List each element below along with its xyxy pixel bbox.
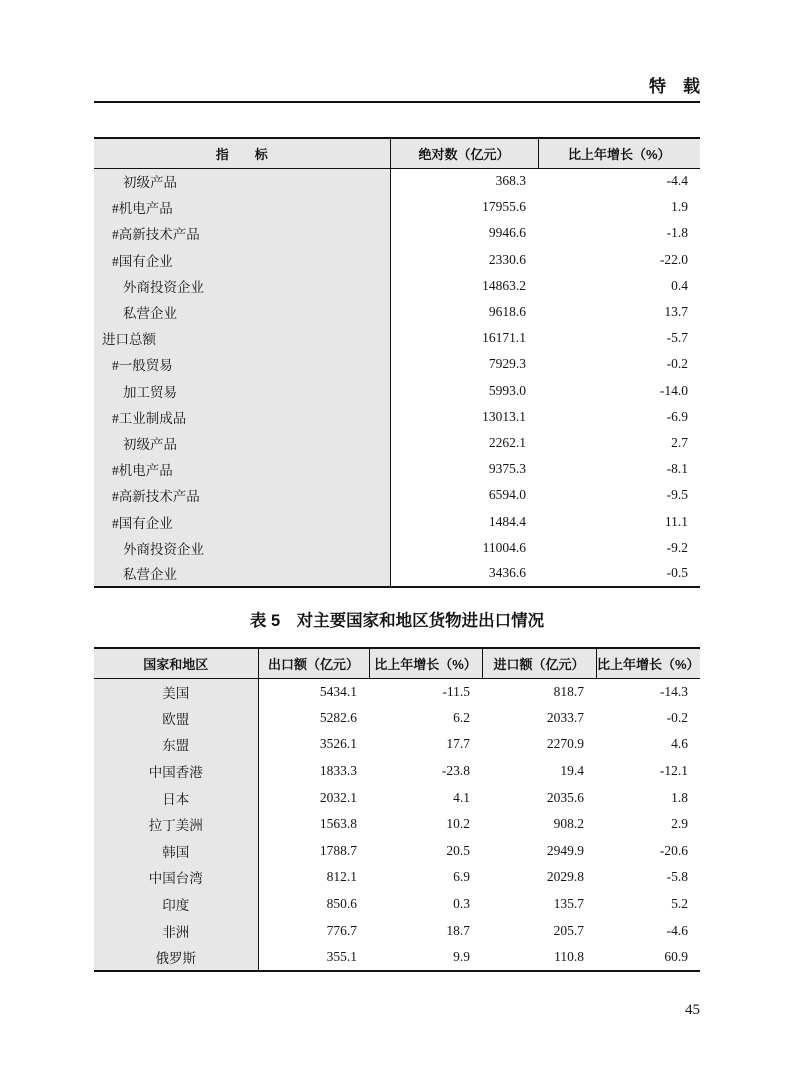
- region-name: 中国台湾: [94, 864, 258, 891]
- region-name: 俄罗斯: [94, 944, 258, 971]
- absolute-value-cell: 9375.3: [488, 461, 526, 477]
- absolute-value-cell: 11004.6: [482, 539, 526, 555]
- growth-value-cell: -6.9: [666, 408, 688, 424]
- country-trade-table-body: [94, 678, 700, 971]
- import-value-cell: 135.7: [553, 896, 584, 912]
- growth-value-cell: 0.4: [671, 277, 688, 293]
- region-name: 欧盟: [94, 705, 258, 732]
- import-value-cell: 818.7: [553, 683, 584, 699]
- region-name: 东盟: [94, 731, 258, 758]
- import-value-cell: 110.8: [554, 948, 584, 964]
- growth-value-cell: 2.7: [671, 434, 688, 450]
- export-growth-cell: 6.2: [453, 709, 470, 725]
- indicator-table-header-row: [94, 138, 700, 168]
- indicator-label: #国有企业: [94, 247, 390, 273]
- growth-value-cell: -1.8: [666, 225, 688, 241]
- import-growth-cell: 5.2: [671, 896, 688, 912]
- absolute-value-cell: 368.3: [495, 173, 526, 189]
- indicator-table-row: [94, 247, 700, 273]
- export-value-cell: 3526.1: [319, 736, 357, 752]
- export-growth-cell: 4.1: [453, 789, 470, 805]
- import-growth-cell: -5.8: [666, 869, 688, 885]
- indicator-table: [94, 137, 700, 588]
- growth-value-cell: -0.2: [666, 356, 688, 372]
- growth-value-cell: -8.1: [666, 461, 688, 477]
- import-growth-cell: -0.2: [666, 709, 688, 725]
- table5-caption: 表 5 对主要国家和地区货物进出口情况: [249, 612, 545, 630]
- growth-value-cell: -14.0: [659, 382, 688, 398]
- import-growth-cell: 60.9: [664, 948, 688, 964]
- running-head-title: 特 载: [649, 77, 700, 96]
- import-value-cell: 2033.7: [546, 709, 584, 725]
- absolute-value-cell: 1484.4: [488, 513, 526, 529]
- import-value-cell: 2270.9: [546, 736, 584, 752]
- indicator-label: #高新技术产品: [94, 482, 390, 508]
- import-growth-cell: -12.1: [659, 763, 688, 779]
- export-value-cell: 5434.1: [319, 683, 357, 699]
- col-header-yoy-growth: 比上年增长（%）: [538, 138, 700, 168]
- export-value-cell: 850.6: [326, 896, 357, 912]
- absolute-value-cell: 2330.6: [488, 251, 526, 267]
- country-trade-row: [94, 917, 700, 944]
- indicator-label: #工业制成品: [94, 404, 390, 430]
- import-growth-cell: -14.3: [659, 683, 688, 699]
- col-header-export-growth: 比上年增长（%）: [369, 648, 482, 678]
- indicator-table-row: [94, 168, 700, 194]
- region-name: 中国香港: [94, 758, 258, 785]
- import-growth-cell: -20.6: [659, 842, 688, 858]
- indicator-table-row: [94, 430, 700, 456]
- growth-value-cell: -22.0: [659, 251, 688, 267]
- import-growth-cell: 1.8: [671, 789, 688, 805]
- page-number: 45: [685, 1002, 700, 1018]
- absolute-value-cell: 7929.3: [488, 356, 526, 372]
- indicator-table-row: [94, 378, 700, 404]
- growth-value-cell: 11.1: [664, 513, 688, 529]
- region-name: 拉丁美洲: [94, 811, 258, 838]
- indicator-table-row: [94, 299, 700, 325]
- export-growth-cell: -23.8: [441, 763, 470, 779]
- indicator-table-row: [94, 535, 700, 561]
- growth-value-cell: -9.2: [666, 539, 688, 555]
- indicator-label: #机电产品: [94, 194, 390, 220]
- indicator-table-row: [94, 482, 700, 508]
- import-growth-cell: 2.9: [671, 816, 688, 832]
- region-name: 日本: [94, 784, 258, 811]
- export-value-cell: 776.7: [326, 922, 357, 938]
- country-trade-row: [94, 678, 700, 705]
- col-header-region: 国家和地区: [94, 648, 258, 678]
- export-growth-cell: 18.7: [446, 922, 470, 938]
- indicator-label: 外商投资企业: [94, 535, 390, 561]
- import-growth-cell: -4.6: [666, 922, 688, 938]
- region-name: 非洲: [94, 917, 258, 944]
- country-trade-row: [94, 891, 700, 918]
- country-trade-row: [94, 864, 700, 891]
- indicator-table-row: [94, 456, 700, 482]
- import-value-cell: 2035.6: [546, 789, 584, 805]
- col-header-import-value: 进口额（亿元）: [482, 648, 596, 678]
- import-value-cell: 2029.8: [546, 869, 584, 885]
- export-value-cell: 1563.8: [319, 816, 357, 832]
- indicator-label: 进口总额: [94, 325, 390, 351]
- col-header-indicator: 指 标: [94, 138, 390, 168]
- absolute-value-cell: 9946.6: [488, 225, 526, 241]
- absolute-value-cell: 16171.1: [482, 330, 526, 346]
- country-trade-row: [94, 944, 700, 971]
- import-value-cell: 2949.9: [546, 842, 584, 858]
- export-value-cell: 5282.6: [319, 709, 357, 725]
- export-growth-cell: 9.9: [453, 948, 470, 964]
- country-trade-row: [94, 705, 700, 732]
- export-growth-cell: 0.3: [453, 896, 470, 912]
- col-header-export-value: 出口额（亿元）: [258, 648, 369, 678]
- growth-value-cell: -0.5: [666, 565, 688, 581]
- indicator-table-row: [94, 194, 700, 220]
- indicator-table-row: [94, 273, 700, 299]
- header-rule: [94, 101, 700, 103]
- country-trade-row: [94, 784, 700, 811]
- col-header-absolute-value: 绝对数（亿元）: [390, 138, 538, 168]
- region-name: 韩国: [94, 838, 258, 865]
- country-trade-table-header-row: [94, 648, 700, 678]
- export-growth-cell: 20.5: [446, 842, 470, 858]
- growth-value-cell: -5.7: [666, 330, 688, 346]
- absolute-value-cell: 17955.6: [482, 199, 526, 215]
- import-value-cell: 19.4: [560, 763, 584, 779]
- region-name: 印度: [94, 891, 258, 918]
- indicator-label: #国有企业: [94, 508, 390, 534]
- absolute-value-cell: 14863.2: [482, 277, 526, 293]
- indicator-label: 初级产品: [94, 168, 390, 194]
- indicator-label: #机电产品: [94, 456, 390, 482]
- indicator-table-row: [94, 404, 700, 430]
- country-trade-row: [94, 811, 700, 838]
- absolute-value-cell: 9618.6: [488, 304, 526, 320]
- indicator-label: 私营企业: [94, 561, 390, 587]
- export-growth-cell: 17.7: [446, 736, 470, 752]
- indicator-table-body: [94, 168, 700, 587]
- export-value-cell: 812.1: [326, 869, 357, 885]
- growth-value-cell: -9.5: [666, 487, 688, 503]
- growth-value-cell: 13.7: [664, 304, 688, 320]
- country-trade-table: [94, 647, 700, 972]
- export-value-cell: 2032.1: [319, 789, 357, 805]
- absolute-value-cell: 5993.0: [488, 382, 526, 398]
- indicator-table-row: [94, 220, 700, 246]
- indicator-label: 外商投资企业: [94, 273, 390, 299]
- absolute-value-cell: 13013.1: [482, 408, 526, 424]
- absolute-value-cell: 3436.6: [488, 565, 526, 581]
- growth-value-cell: 1.9: [671, 199, 688, 215]
- import-value-cell: 908.2: [553, 816, 584, 832]
- export-growth-cell: 10.2: [446, 816, 470, 832]
- export-growth-cell: 6.9: [453, 869, 470, 885]
- indicator-table-row: [94, 561, 700, 587]
- absolute-value-cell: 6594.0: [488, 487, 526, 503]
- absolute-value-cell: 2262.1: [488, 434, 526, 450]
- indicator-label: #高新技术产品: [94, 220, 390, 246]
- indicator-table-row: [94, 325, 700, 351]
- export-growth-cell: -11.5: [442, 683, 470, 699]
- country-trade-row: [94, 731, 700, 758]
- indicator-label: 加工贸易: [94, 378, 390, 404]
- growth-value-cell: -4.4: [666, 173, 688, 189]
- import-value-cell: 205.7: [553, 922, 584, 938]
- col-header-import-growth: 比上年增长（%）: [596, 648, 700, 678]
- country-trade-row: [94, 838, 700, 865]
- import-growth-cell: 4.6: [671, 736, 688, 752]
- country-trade-row: [94, 758, 700, 785]
- indicator-label: #一般贸易: [94, 351, 390, 377]
- indicator-table-row: [94, 351, 700, 377]
- export-value-cell: 1833.3: [319, 763, 357, 779]
- indicator-table-row: [94, 508, 700, 534]
- running-head: [94, 76, 700, 98]
- region-name: 美国: [94, 678, 258, 705]
- export-value-cell: 355.1: [326, 948, 357, 964]
- export-value-cell: 1788.7: [319, 842, 357, 858]
- indicator-label: 私营企业: [94, 299, 390, 325]
- indicator-label: 初级产品: [94, 430, 390, 456]
